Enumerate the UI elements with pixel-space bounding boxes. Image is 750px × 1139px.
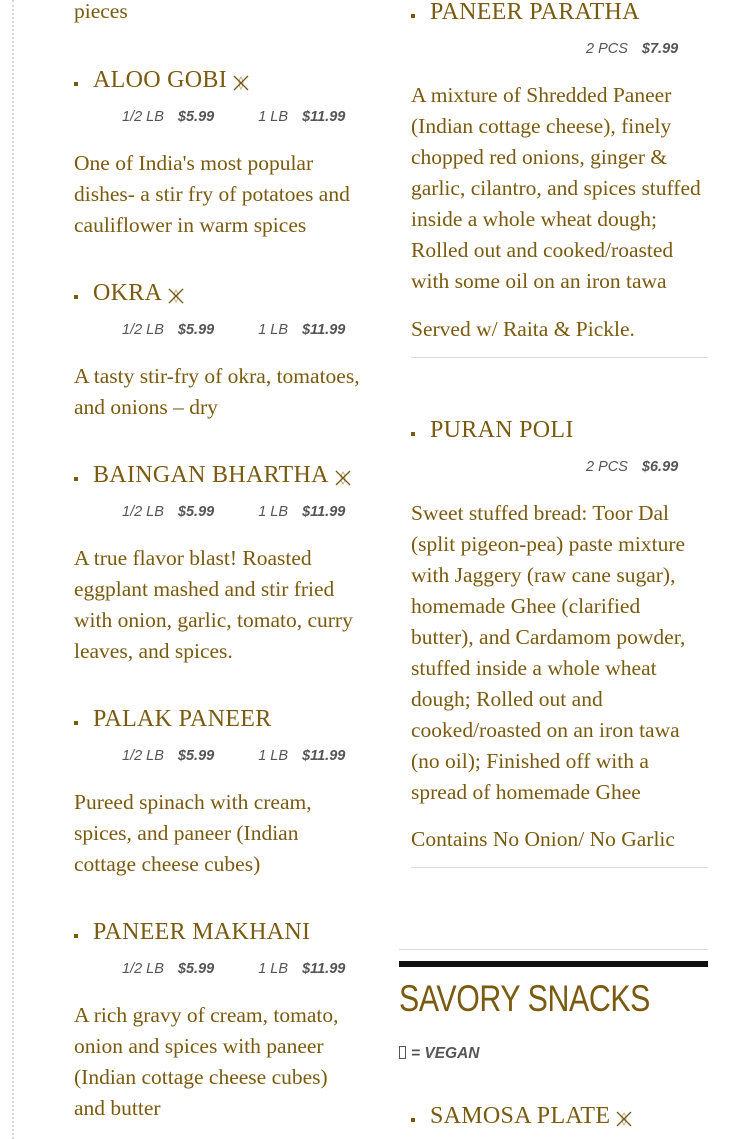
list-bullet xyxy=(411,432,415,436)
price: $11.99 xyxy=(302,109,346,125)
portion-size: 1/2 LB xyxy=(122,504,164,520)
price-row xyxy=(122,961,345,977)
price: $7.99 xyxy=(641,41,679,57)
vegan-legend xyxy=(399,1045,479,1063)
list-bullet xyxy=(74,721,78,725)
list-bullet xyxy=(74,295,78,299)
price-row xyxy=(586,459,678,475)
menu-item-name: PANEER MAKHANI xyxy=(93,919,311,945)
price: $5.99 xyxy=(177,961,215,977)
leaf-icon xyxy=(166,286,186,306)
price: $11.99 xyxy=(302,504,346,520)
price-row xyxy=(122,109,345,125)
portion-size: 1 LB xyxy=(258,109,289,125)
price-row xyxy=(586,41,678,57)
list-bullet xyxy=(411,14,415,18)
page-left-border xyxy=(12,0,14,1139)
portion-size: 1 LB xyxy=(258,748,289,764)
section-top-bar xyxy=(399,961,708,967)
item-description: A true flavor blast! Roasted eggplant mashed and stir fried with onion, garlic, tomato, curry leaves, and spices. xyxy=(74,546,353,663)
menu-item-title xyxy=(411,1103,634,1130)
item-description: Sweet stuffed bread: Toor Dal (split pigeon-pea) paste mixture with Jaggery (raw cane sugar), homemade Ghee (clarified butter), and Cardamom powder, stuffed inside a whole wheat dough; Rolled out and cooked/roasted on an iron tawa (no oil); Finished off with a spread of homemade Ghee xyxy=(411,501,686,804)
list-bullet xyxy=(411,1118,415,1122)
menu-item-title xyxy=(74,280,186,307)
menu-item-title xyxy=(74,706,272,733)
item-description: A tasty stir-fry of okra, tomatoes, and onions – dry xyxy=(74,364,360,419)
price-row xyxy=(122,748,345,764)
item-note: Contains No Onion/ No Garlic xyxy=(411,827,675,851)
portion-size: 1/2 LB xyxy=(122,961,164,977)
leaf-icon xyxy=(399,1046,406,1059)
menu-item-name: ALOO GOBI xyxy=(93,67,228,93)
vegan-legend-text: = VEGAN xyxy=(411,1045,480,1062)
item-description: One of India's most popular dishes- a stir fry of potatoes and cauliflower in warm spices xyxy=(74,151,350,237)
leaf-icon xyxy=(614,1109,634,1129)
item-description: A mixture of Shredded Paneer (Indian cottage cheese), finely chopped red onions, ginger & garlic, cilantro, and spices stuffed inside a whole wheat dough; Rolled out and cooked/roasted with some oil on an iron tawa xyxy=(411,83,701,293)
menu-item-name: PANEER PARATHA xyxy=(430,0,640,25)
price: $5.99 xyxy=(177,322,215,338)
portion-size: 2 PCS xyxy=(586,41,628,57)
list-bullet xyxy=(74,934,78,938)
menu-item-name: PURAN POLI xyxy=(430,417,574,443)
portion-size: 1/2 LB xyxy=(122,109,164,125)
leaf-icon xyxy=(231,73,251,93)
menu-item-name: PALAK PANEER xyxy=(93,706,272,732)
list-bullet xyxy=(74,477,78,481)
portion-size: 1 LB xyxy=(258,961,289,977)
price: $6.99 xyxy=(641,459,679,475)
price: $5.99 xyxy=(177,504,215,520)
menu-item-name: BAINGAN BHARTHA xyxy=(93,462,329,488)
item-description: Pureed spinach with cream, spices, and paneer (Indian cottage cheese cubes) xyxy=(74,790,312,876)
leaf-icon xyxy=(333,468,353,488)
item-note: Served w/ Raita & Pickle. xyxy=(411,317,635,341)
portion-size: 2 PCS xyxy=(586,459,628,475)
price: $5.99 xyxy=(177,109,215,125)
price: $11.99 xyxy=(302,961,346,977)
divider xyxy=(411,357,708,358)
price-row xyxy=(122,504,345,520)
menu-item-title xyxy=(411,0,640,26)
list-bullet xyxy=(74,82,78,86)
menu-item-name: SAMOSA PLATE xyxy=(430,1103,611,1129)
item-description: A rich gravy of cream, tomato, onion and spices with paneer (Indian cottage cheese cubes) and butter xyxy=(74,1003,339,1120)
divider xyxy=(399,949,708,950)
portion-size: 1/2 LB xyxy=(122,748,164,764)
menu-item-title xyxy=(74,67,251,94)
portion-size: 1/2 LB xyxy=(122,322,164,338)
menu-item-title xyxy=(411,417,574,444)
divider xyxy=(411,867,708,868)
portion-size: 1 LB xyxy=(258,322,289,338)
price: $11.99 xyxy=(302,322,346,338)
menu-item-title xyxy=(74,919,310,946)
section-heading: SAVORY SNACKS xyxy=(399,978,650,1019)
price-row xyxy=(122,322,345,338)
menu-item-name: OKRA xyxy=(93,280,163,306)
price: $11.99 xyxy=(302,748,346,764)
portion-size: 1 LB xyxy=(258,504,289,520)
price: $5.99 xyxy=(177,748,215,764)
item-description-fragment: pieces xyxy=(74,0,128,23)
menu-item-title xyxy=(74,462,353,489)
